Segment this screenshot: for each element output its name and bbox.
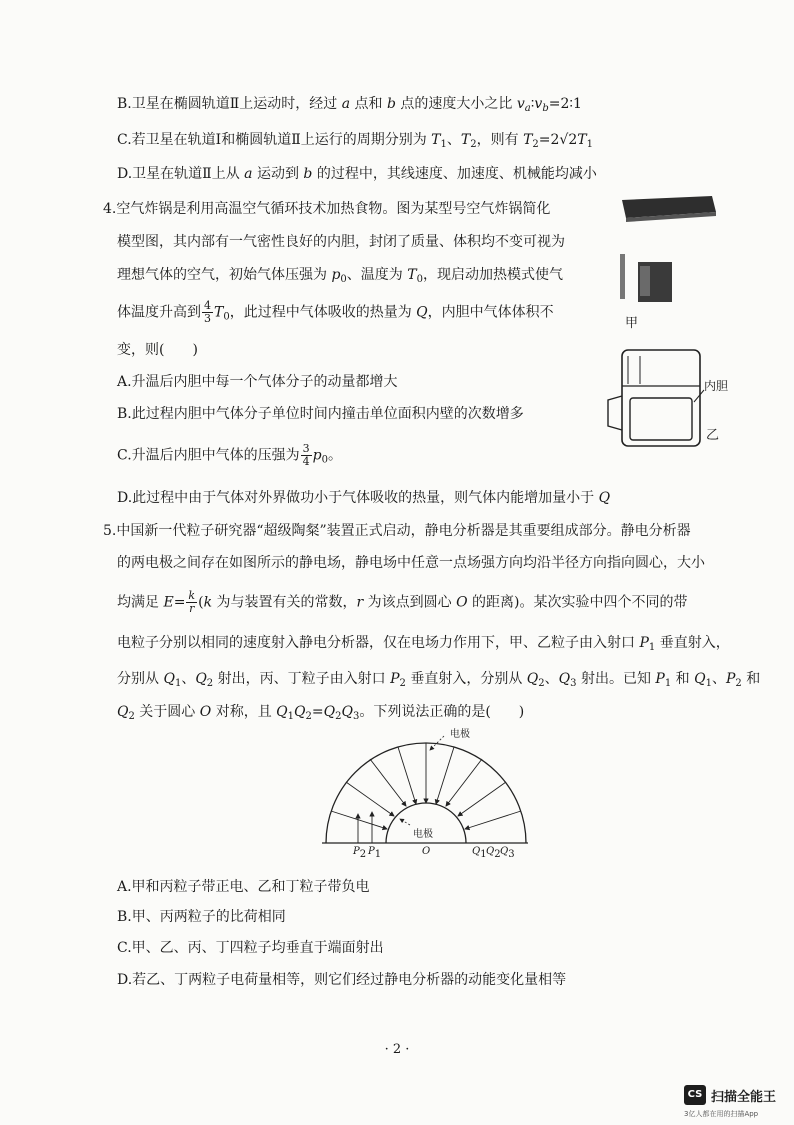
q4-stem-line3: 理想气体的空气，初始气体压强为 $p_0$、温度为 $T_0$，现启动加热模式使气	[117, 267, 563, 285]
q5-option-d: D.若乙、丁两粒子电荷量相等，则它们经过静电分析器的动能变化量相等	[117, 972, 567, 988]
q5-stem-line3: 均满足 E= $\frac{k}{r}$ (k 为与装置有关的常数，r 为该点到圆心 O 的距离)。某次实验中四个不同的带	[117, 589, 688, 615]
q4-stem-line4: 体温度升高到 $\frac{4}{3}$ $T_0$，此过程中气体吸收的热量为 Q，内胆中气体体积不	[117, 299, 554, 325]
q3-option-c: C.若卫星在轨道Ⅰ和椭圆轨道Ⅱ上运行的周期分别为 $T_1$、$T_2$，则有 $T_2=2√2T_1$	[117, 132, 593, 150]
scanner-watermark	[684, 1085, 788, 1121]
q4-stem-line2: 模型图，其内部有一气密性良好的内胆，封闭了质量、体积均不变可视为	[117, 234, 565, 250]
label-q3: Q3	[500, 846, 515, 860]
q5-stem-line5: 分别从 $Q_1$、$Q_2$ 射出，丙、丁粒子由入射口 $P_2$ 垂直射入，分别从 $Q_2$、$Q_3$ 射出。已知 $P_1$ 和 $Q_1$、$P_2$ 和	[117, 671, 761, 689]
label-p1: P1	[368, 846, 382, 860]
q5-stem-line4: 电粒子分别以相同的速度射入静电分析器，仅在电场力作用下，甲、乙粒子由入射口 $P_1$ 垂直射入，	[117, 635, 730, 653]
q3-option-b: B.卫星在椭圆轨道Ⅱ上运动时，经过 a 点和 b 点的速度大小之比 $v_a∶v_b=2∶1$	[117, 96, 582, 114]
figure-label-yi: 乙	[706, 428, 720, 443]
cs-logo-icon: CS	[684, 1085, 706, 1105]
brand-slogan: 3亿人都在用的扫描App	[684, 1110, 759, 1118]
label-electrode-inner: 电极	[413, 829, 433, 840]
label-p2: P2	[353, 846, 367, 860]
q4-option-d: D.此过程中由于气体对外界做功小于气体吸收的热量，则气体内能增加量小于 Q	[117, 490, 611, 506]
label-electrode-top: 电极	[450, 729, 470, 740]
figure-label-jia: 甲	[625, 316, 639, 331]
q3-option-d: D.卫星在轨道Ⅱ上从 a 运动到 b 的过程中，其线速度、加速度、机械能均减小	[117, 166, 597, 182]
label-o: O	[422, 846, 431, 857]
label-q1: Q1	[472, 846, 487, 860]
brand-name: 扫描全能王	[711, 1090, 777, 1105]
q4-option-c: C.升温后内胆中气体的压强为 $\frac{3}{4}$ $p_0$。	[117, 442, 343, 468]
figure-label-neidan: 内胆	[704, 379, 729, 393]
q5-option-c: C.甲、乙、丙、丁四粒子均垂直于端面射出	[117, 940, 384, 956]
fraction-three-quarters: $\frac{3}{4}$	[302, 442, 310, 468]
q5-stem-line1: 5.中国新一代粒子研究器“超级陶粲”装置正式启动，静电分析器是其重要组成部分。静电分析器	[103, 523, 691, 539]
fraction-k-over-r: $\frac{k}{r}$	[188, 589, 196, 615]
label-q2: Q2	[486, 846, 501, 860]
air-fryer-model-diagram	[608, 350, 704, 446]
fraction-four-thirds: $\frac{4}{3}$	[204, 299, 211, 325]
q4-stem-line5: 变，则( )	[117, 342, 198, 358]
injection-arrows	[358, 812, 372, 843]
q4-stem-line1: 4.空气炸锅是利用高温空气循环技术加热食物。图为某型号空气炸锅简化	[103, 201, 551, 217]
q5-option-a: A.甲和丙粒子带正电、乙和丁粒子带负电	[117, 879, 370, 895]
q5-stem-line2: 的两电极之间存在如图所示的静电场，静电场中任意一点场强方向均沿半径方向指向圆心，大小	[117, 555, 705, 571]
air-fryer-photo-top	[622, 196, 716, 222]
page-number: · 2 ·	[384, 1042, 410, 1057]
q5-stem-line6: $Q_2$ 关于圆心 O 对称，且 $Q_1Q_2=Q_2Q_3$。下列说法正确的是( )	[117, 704, 525, 722]
q5-option-b: B.甲、丙两粒子的比荷相同	[117, 909, 286, 925]
air-fryer-photo-body	[620, 254, 672, 302]
inner-electrode-pointer	[400, 819, 410, 825]
q4-option-b: B.此过程内胆中气体分子单位时间内撞击单位面积内壁的次数增多	[117, 406, 524, 422]
field-arrows	[331, 743, 521, 829]
q4-option-a: A.升温后内胆中每一个气体分子的动量都增大	[117, 374, 398, 390]
